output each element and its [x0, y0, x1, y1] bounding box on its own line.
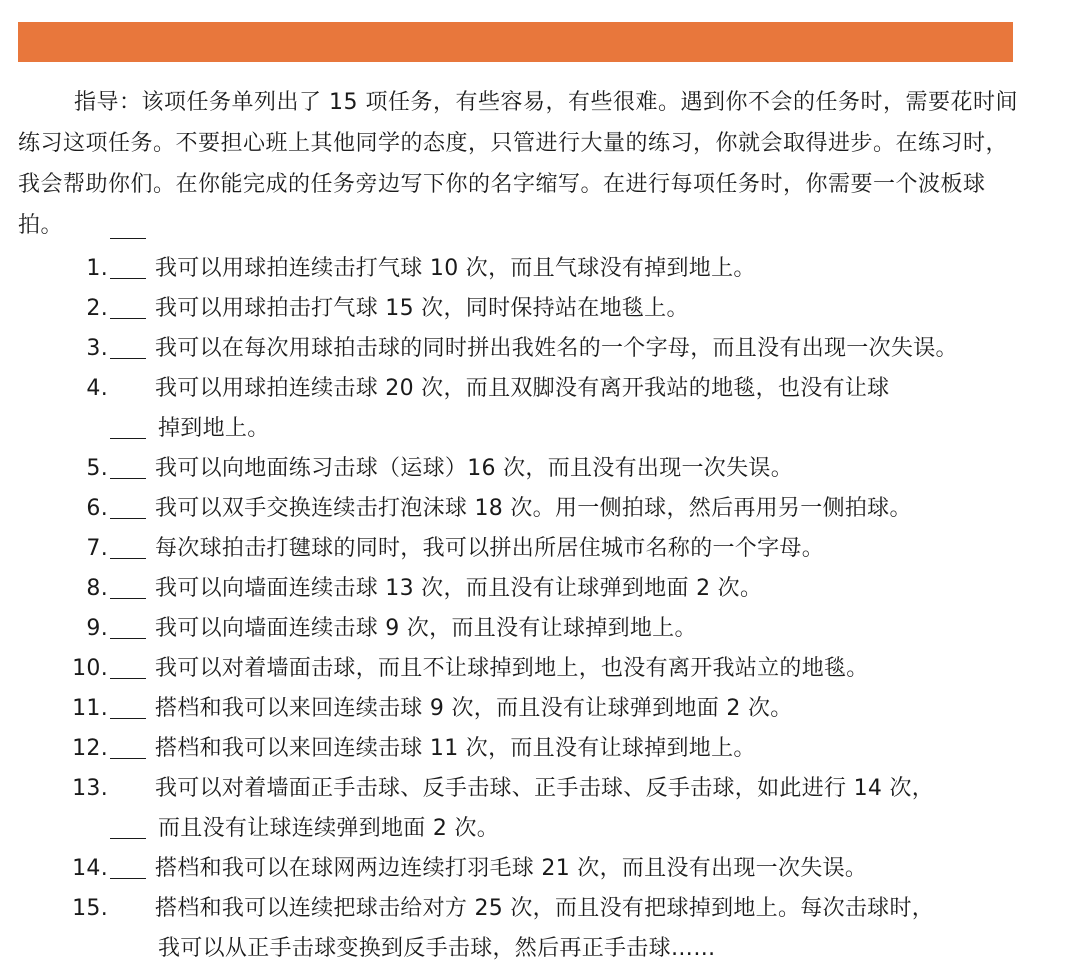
task-item-3	[0, 329, 1060, 369]
task-text: 我可以对着墙面正手击球、反手击球、正手击球、反手击球，如此进行 14 次，	[155, 776, 935, 801]
task-text: 我可以用球拍连续击打气球 10 次，而且气球没有掉到地上。	[155, 256, 756, 281]
task-item-6	[0, 489, 1060, 529]
task-text: 我可以向墙面连续击球 13 次，而且没有让球弹到地面 2 次。	[155, 576, 763, 601]
task-number: 8.	[86, 576, 108, 601]
task-number: 11.	[72, 696, 108, 721]
task-number: 1.	[86, 256, 108, 281]
task-item-12	[0, 729, 1060, 769]
task-number: 9.	[86, 616, 108, 641]
task-text-continued: 我可以从正手击球变换到反手击球，然后再正手击球……	[158, 936, 716, 961]
task-text: 我可以用球拍击打气球 15 次，同时保持站在地毯上。	[155, 296, 689, 321]
task-item-13	[0, 769, 1060, 849]
task-number: 6.	[86, 496, 108, 521]
task-item-7	[0, 529, 1060, 569]
task-item-5	[0, 449, 1060, 489]
task-item-8	[0, 569, 1060, 609]
task-text: 我可以向墙面连续击球 9 次，而且没有让球掉到地上。	[155, 616, 697, 641]
task-number: 7.	[86, 536, 108, 561]
task-number: 4.	[86, 376, 108, 401]
task-text: 我可以双手交换连续击打泡沫球 18 次。用一侧拍球，然后再用另一侧拍球。	[155, 496, 912, 521]
task-number: 2.	[86, 296, 108, 321]
task-item-1	[0, 249, 1060, 289]
task-text: 每次球拍击打毽球的同时，我可以拼出所居住城市名称的一个字母。	[155, 536, 825, 561]
task-text-continued: 掉到地上。	[158, 416, 270, 441]
task-number: 3.	[86, 336, 108, 361]
task-text: 搭档和我可以来回连续击球 9 次，而且没有让球弹到地面 2 次。	[155, 696, 793, 721]
intro-text: 指导：该项任务单列出了 15 项任务，有些容易，有些很难。遇到你不会的任务时，需要花时间练习这项任务。不要担心班上其他同学的态度，只管进行大量的练习，你就会取得进步。在练习时，我会帮助你们。在你能完成的任务旁边写下你的名字缩写。在进行每项任务时，你需要一个波板球拍。	[18, 90, 1018, 238]
task-item-11	[0, 689, 1060, 729]
task-number: 12.	[72, 736, 108, 761]
task-item-9	[0, 609, 1060, 649]
task-item-2	[0, 289, 1060, 329]
task-number: 14.	[72, 856, 108, 881]
task-number: 15.	[72, 896, 108, 921]
task-text: 我可以用球拍连续击球 20 次，而且双脚没有离开我站的地毯，也没有让球	[155, 376, 890, 401]
task-item-14	[0, 849, 1060, 889]
task-text: 搭档和我可以在球网两边连续打羽毛球 21 次，而且没有出现一次失误。	[155, 856, 868, 881]
task-text-continued: 而且没有让球连续弹到地面 2 次。	[158, 816, 500, 841]
task-list	[0, 249, 1060, 969]
task-item-15	[0, 889, 1060, 969]
task-text: 搭档和我可以连续把球击给对方 25 次，而且没有把球掉到地上。每次击球时，	[155, 896, 935, 921]
task-item-10	[0, 649, 1060, 689]
task-text: 搭档和我可以来回连续击球 11 次，而且没有让球掉到地上。	[155, 736, 756, 761]
header-bar	[18, 22, 1013, 62]
task-number: 10.	[72, 656, 108, 681]
intro-paragraph	[18, 82, 1018, 246]
task-item-4	[0, 369, 1060, 449]
task-text: 我可以对着墙面击球，而且不让球掉到地上，也没有离开我站立的地毯。	[155, 656, 869, 681]
task-text: 我可以向地面练习击球（运球）16 次，而且没有出现一次失误。	[155, 456, 793, 481]
task-text: 我可以在每次用球拍击球的同时拼出我姓名的一个字母，而且没有出现一次失误。	[155, 336, 958, 361]
task-number: 13.	[72, 776, 108, 801]
task-number: 5.	[86, 456, 108, 481]
